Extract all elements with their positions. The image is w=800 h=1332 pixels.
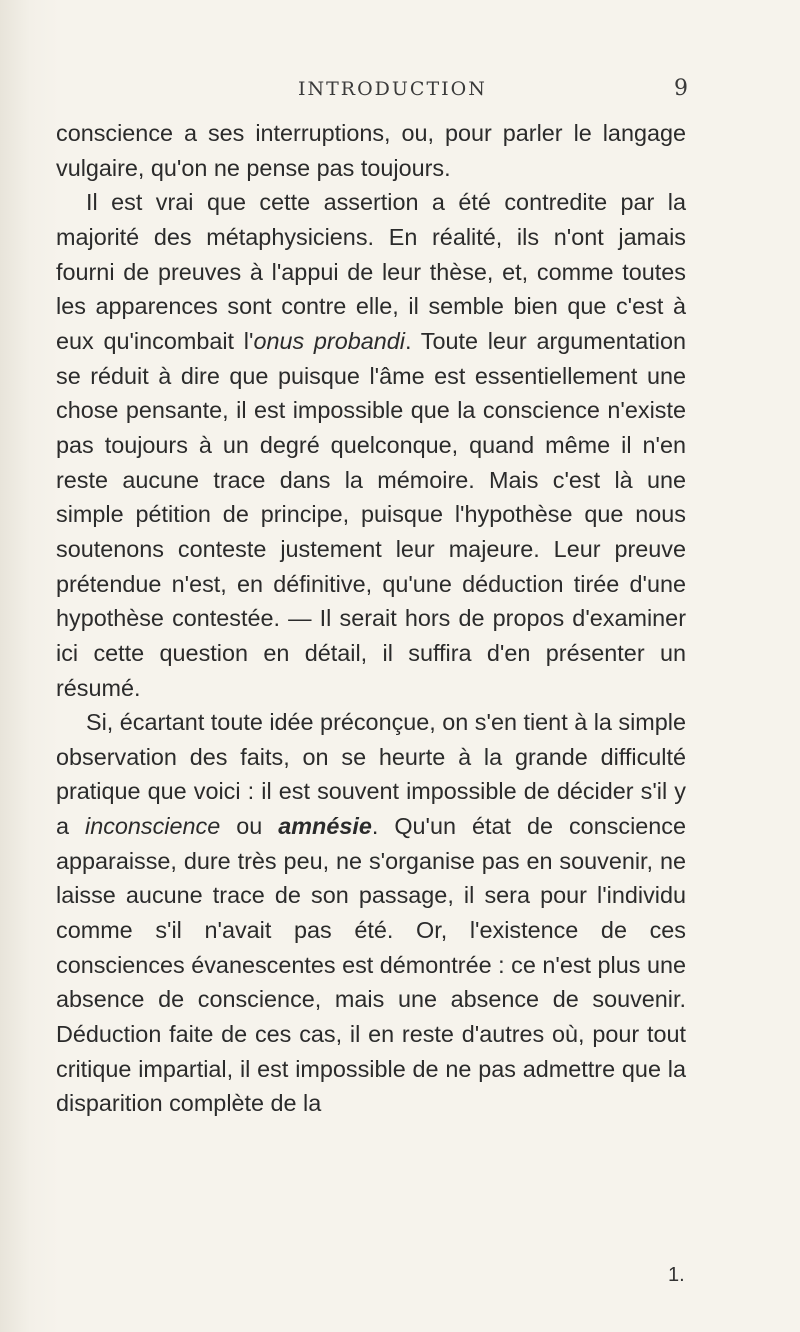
- paragraph-1: [56, 116, 686, 185]
- text-segment: ou: [220, 813, 279, 840]
- signature-mark: 1.: [668, 1264, 685, 1286]
- text-segment: conscience a ses interruptions, ou, pour parler le langage vulgaire, qu'on ne pense pas toujours.: [56, 120, 686, 181]
- italic-term: inconscience: [85, 813, 221, 840]
- bold-italic-term: amnésie: [278, 813, 372, 840]
- paragraph-3: [56, 705, 686, 1121]
- body-text: [56, 116, 686, 1121]
- text-segment: . Toute leur argumentation se réduit à dire que puisque l'âme est essentiellement une chose pensante, il est impossible que la conscience n'existe pas toujours à un degré quelconque, quand même il n'en reste aucune trace dans la mémoire. Mais c'est là une simple pétition de principe, puisque l'hypothèse que nous soutenons conteste justement leur majeure. Leur preuve prétendue n'est, en définitive, qu'une déduction tirée d'une hypothèse contestée. — Il serait hors de propos d'examiner ici cette question en détail, il suffira d'en présenter un résumé.: [56, 327, 686, 701]
- text-segment: . Qu'un état de conscience apparaisse, dure très peu, ne s'organise pas en souvenir, ne laisse aucune trace de son passage, il sera pour l'individu comme s'il n'avait pas été. Or, l'existence de ces consciences évanescentes est démontrée : ce n'est plus une absence de conscience, mais une absence de souvenir. Déduction faite de ces cas, il en reste d'autres où, pour tout critique impartial, il est impossible de ne pas admettre que la disparition complète de la: [56, 813, 687, 1117]
- running-head: [0, 78, 800, 108]
- text-segment: Si, écartant toute idée préconçue, on s'en tient à la simple observation des faits, on se heurte à la grande difficulté pratique que voici : il est souvent impossible de décider s'il y a: [56, 709, 686, 840]
- italic-phrase: onus probandi: [253, 327, 405, 354]
- running-title: INTRODUCTION: [298, 78, 487, 100]
- page-number: 9: [674, 76, 688, 101]
- text-segment: Il est vrai que cette assertion a été contredite par la majorité des métaphysiciens. En réalité, ils n'ont jamais fourni de preuves à l'appui de leur thèse, et, comme toutes les apparences sont contre elle, il semble bien que c'est à eux qu'incombait l': [56, 189, 686, 354]
- paragraph-2: [56, 185, 686, 705]
